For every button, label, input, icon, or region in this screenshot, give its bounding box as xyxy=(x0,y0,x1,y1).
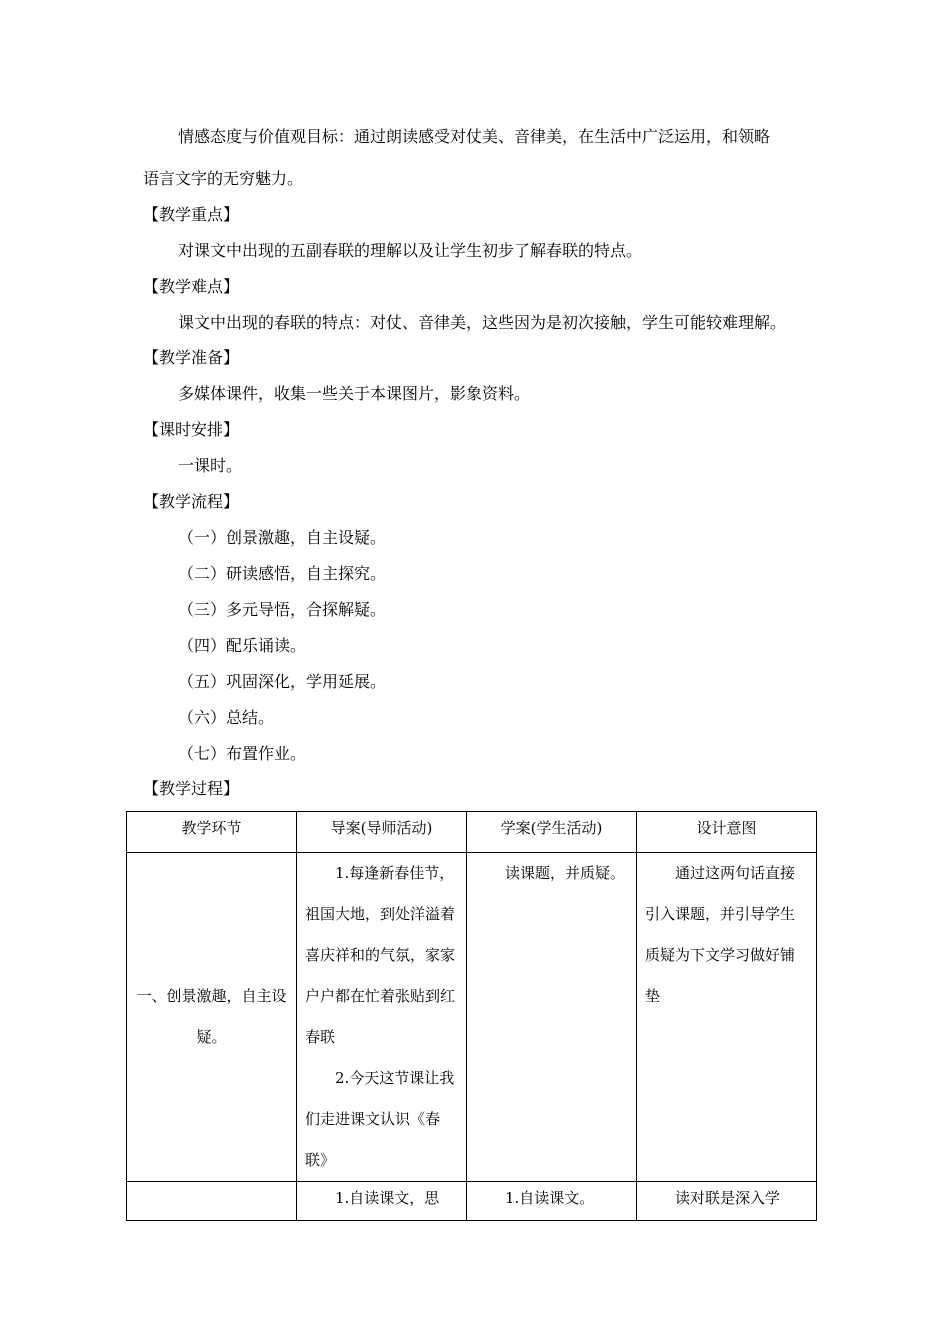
table-row xyxy=(127,1182,817,1221)
teaching-process-table xyxy=(126,811,817,1221)
flow-step: （一）创景激趣，自主设疑。 xyxy=(178,528,387,547)
student-cell xyxy=(467,853,637,1182)
flow-step: （六）总结。 xyxy=(178,708,275,727)
difficulties-heading: 【教学难点】 xyxy=(143,277,240,296)
intent-paragraph: 读对联是深入学 xyxy=(675,1189,781,1207)
stage-text: 一、创景激趣，自主设疑。 xyxy=(136,987,287,1046)
intent-cell xyxy=(637,853,817,1182)
emotion-goal-line-1: 情感态度与价值观目标：通过朗读感受对仗美、音律美，在生活中广泛运用，和领略 xyxy=(178,127,771,146)
header-cell-intent: 设计意图 xyxy=(637,812,817,853)
flow-step: （五）巩固深化，学用延展。 xyxy=(178,672,387,691)
intent-paragraph: 通过这两句话直接引入课题，并引导学生质疑为下文学习做好铺垫 xyxy=(645,864,796,1005)
teacher-cell xyxy=(297,1182,467,1221)
stage-cell xyxy=(127,853,297,1182)
table-row xyxy=(127,853,817,1182)
flow-heading: 【教学流程】 xyxy=(143,492,240,511)
key-points-heading: 【教学重点】 xyxy=(143,205,240,224)
teacher-paragraph: 1.自读课文，思 xyxy=(335,1189,440,1207)
stage-cell xyxy=(127,1182,297,1221)
intent-cell xyxy=(637,1182,817,1221)
flow-step: （三）多元导悟，合探解疑。 xyxy=(178,600,387,619)
table-header-row xyxy=(127,812,817,853)
schedule-heading: 【课时安排】 xyxy=(143,420,240,439)
flow-step: （七）布置作业。 xyxy=(178,744,307,763)
flow-step: （四）配乐诵读。 xyxy=(178,636,307,655)
header-cell-student: 学案(学生活动) xyxy=(467,812,637,853)
teacher-paragraph: 2.今天这节课让我们走进课文认识《春联》 xyxy=(305,1069,455,1169)
emotion-goal-line-2: 语言文字的无穷魅力。 xyxy=(143,169,304,188)
header-cell-stage: 教学环节 xyxy=(127,812,297,853)
teacher-cell xyxy=(297,853,467,1182)
teacher-paragraph: 1.每逢新春佳节，祖国大地，到处洋溢着喜庆祥和的气氛，家家户户都在忙着张贴到红春联 xyxy=(305,864,456,1046)
schedule-text: 一课时。 xyxy=(178,456,243,475)
flow-step: （二）研读感悟，自主探究。 xyxy=(178,564,387,583)
preparation-text: 多媒体课件，收集一些关于本课图片，影象资料。 xyxy=(178,384,531,403)
preparation-heading: 【教学准备】 xyxy=(143,348,240,367)
student-paragraph: 读课题，并质疑。 xyxy=(505,864,626,882)
difficulties-text: 课文中出现的春联的特点：对仗、音律美，这些因为是初次接触，学生可能较难理解。 xyxy=(178,313,787,332)
student-cell xyxy=(467,1182,637,1221)
process-heading: 【教学过程】 xyxy=(143,779,240,798)
key-points-text: 对课文中出现的五副春联的理解以及让学生初步了解春联的特点。 xyxy=(178,241,643,260)
student-paragraph: 1.自读课文。 xyxy=(505,1189,595,1207)
header-cell-teacher: 导案(导师活动) xyxy=(297,812,467,853)
